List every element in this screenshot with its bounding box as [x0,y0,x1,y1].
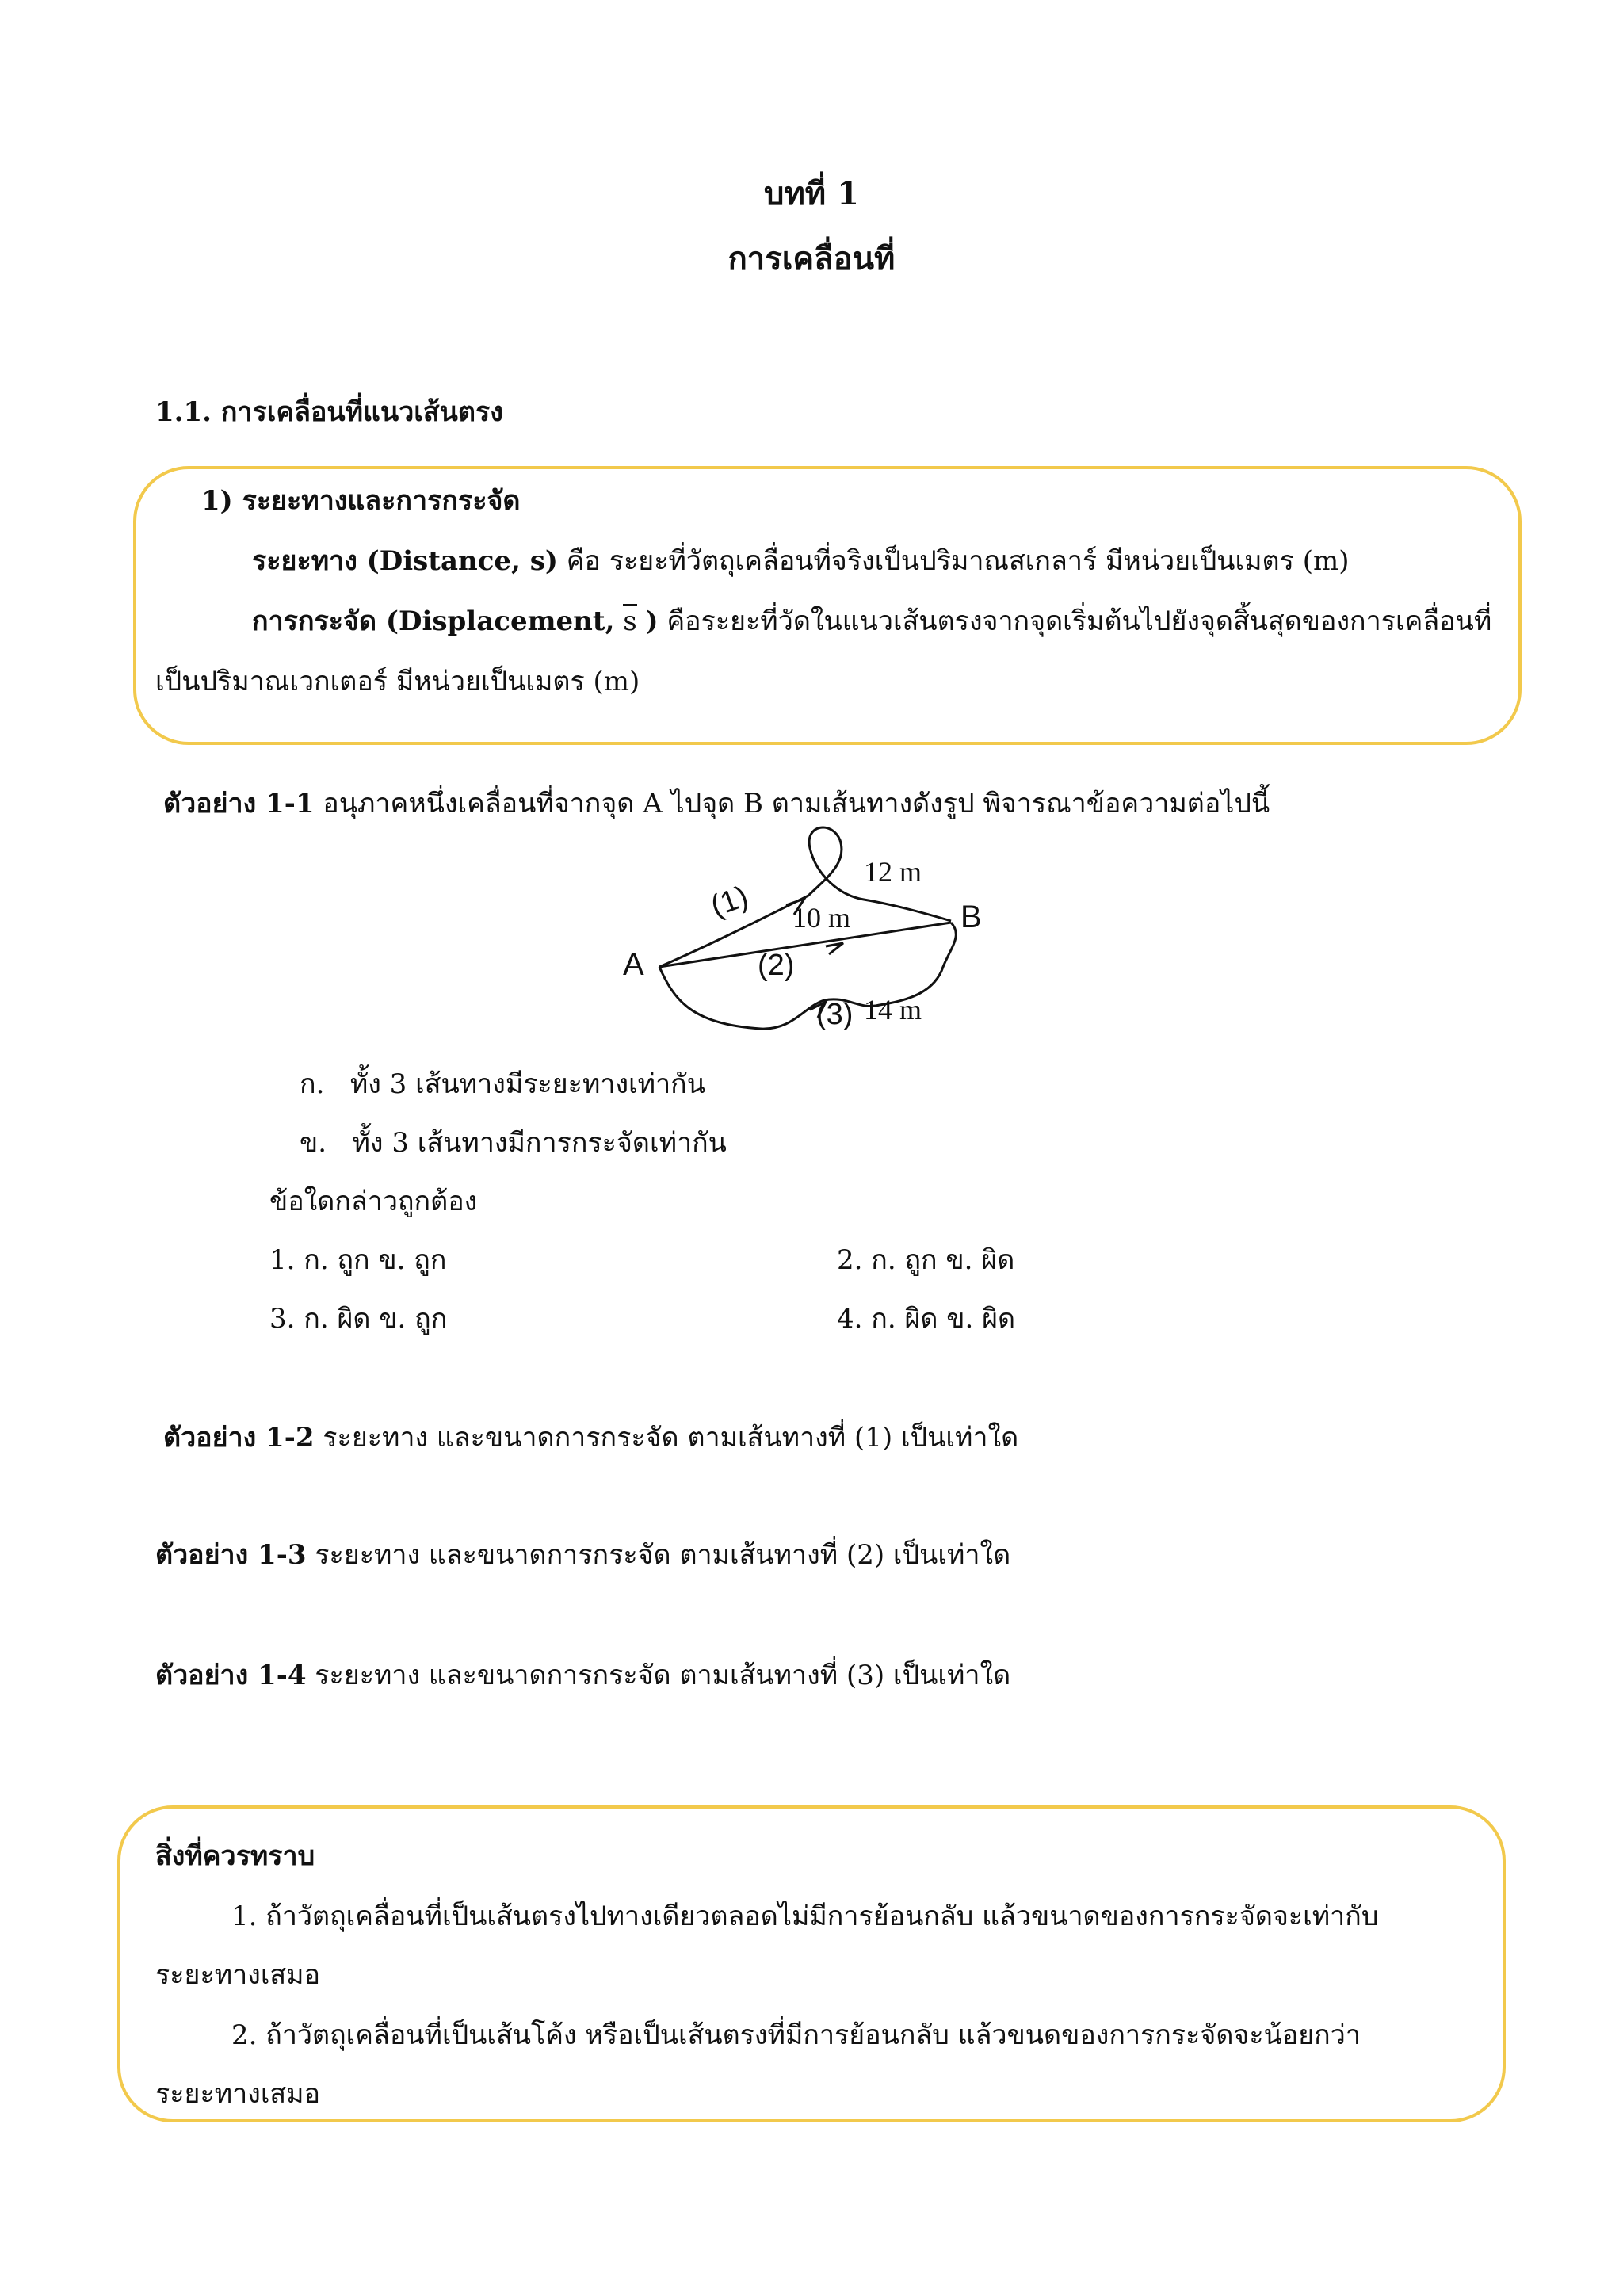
point-a-label: A [623,947,644,982]
displacement-text-1: คือระยะที่วัดในแนวเส้นตรงจากจุดเริ่มต้นไปยังจุดสิ้นสุดของการเคลื่อนที่ [666,606,1492,637]
displacement-text-2: เป็นปริมาณเวกเตอร์ มีหน่วยเป็นเมตร (m) [155,666,640,697]
section-heading: 1.1. การเคลื่อนที่แนวเส้นตรง [155,396,503,428]
notes-box [117,1805,1506,2122]
statement-b-text: ทั้ง 3 เส้นทางมีการกระจัดเท่ากัน [352,1127,727,1159]
path-2-label: (2) [758,949,795,982]
choice-1: 1. ก. ถูก ข. ถูก [269,1244,447,1276]
note-1-line-1: 1. ถ้าวัตถุเคลื่อนที่เป็นเส้นตรงไปทางเดียวตลอดไม่มีการย้อนกลับ แล้วขนาดของการกระจัดจะเท่ากับ [231,1901,1379,1932]
distance-definition [252,539,1349,582]
definitions-heading: 1) ระยะทางและการกระจัด [201,485,521,517]
length-14-label: 14 m [864,994,922,1026]
example-label: ตัวอย่าง 1-3 [155,1539,307,1571]
question: ข้อใดกล่าวถูกต้อง [269,1186,478,1217]
example-1-3 [155,1533,1010,1576]
note-1-line-2: ระยะทางเสมอ [155,1959,321,1991]
choice-2: 2. ก. ถูก ข. ผิด [837,1244,1015,1276]
path-2-arrow [826,943,843,954]
distance-text: คือ ระยะที่วัตถุเคลื่อนที่จริงเป็นปริมาณสเกลาร์ มีหน่วยเป็นเมตร (m) [566,545,1350,577]
statement-b-key: ข. [300,1127,327,1159]
chapter-title: การเคลื่อนที่ [727,240,896,277]
vector-bar [623,604,636,606]
example-1-4 [155,1653,1010,1696]
statement-a-text: ทั้ง 3 เส้นทางมีระยะทางเท่ากัน [349,1068,706,1100]
statement-b [300,1121,727,1163]
choice-4: 4. ก. ผิด ข. ผิด [837,1303,1016,1335]
example-text: ระยะทาง และขนาดการกระจัด ตามเส้นทางที่ (2) เป็นเท่าใด [315,1539,1011,1571]
example-text: ระยะทาง และขนาดการกระจัด ตามเส้นทางที่ (1) เป็นเท่าใด [323,1422,1019,1454]
choice-3: 3. ก. ผิด ข. ถูก [269,1303,448,1335]
example-label: ตัวอย่าง 1-1 [163,788,315,819]
example-label: ตัวอย่าง 1-2 [163,1422,315,1454]
chapter-number: บทที่ 1 [764,175,859,212]
note-2-line-2: ระยะทางเสมอ [155,2078,321,2110]
example-1-2 [163,1415,1018,1458]
example-text: ระยะทาง และขนาดการกระจัด ตามเส้นทางที่ (3) เป็นเท่าใด [315,1660,1011,1691]
length-12-label: 12 m [864,856,922,888]
point-b-label: B [960,900,982,934]
notes-heading: สิ่งที่ควรทราบ [155,1840,315,1872]
example-label: ตัวอย่าง 1-4 [155,1660,307,1691]
displacement-vector-symbol: s [623,606,637,637]
statement-a-key: ก. [300,1068,325,1100]
path-1-line [659,827,951,967]
displacement-term-close: ) [645,606,659,637]
path-figure [602,816,1014,1054]
displacement-definition [252,599,1491,642]
note-2-line-1: 2. ถ้าวัตถุเคลื่อนที่เป็นเส้นโค้ง หรือเป็นเส้นตรงที่มีการย้อนกลับ แล้วขนดของการกระจัดจะน้อยกว่า [231,2019,1361,2051]
length-10-label: 10 m [792,902,851,934]
path-1-label: (1) [706,880,753,924]
path-3-label: (3) [816,998,854,1031]
statement-a [300,1062,705,1105]
distance-term: ระยะทาง (Distance, s) [252,545,558,577]
example-text: อนุภาคหนึ่งเคลื่อนที่จากจุด A ไปจุด B ตามเส้นทางดังรูป พิจารณาข้อความต่อไปนี้ [323,788,1270,819]
displacement-term: การกระจัด (Displacement, [252,606,615,637]
